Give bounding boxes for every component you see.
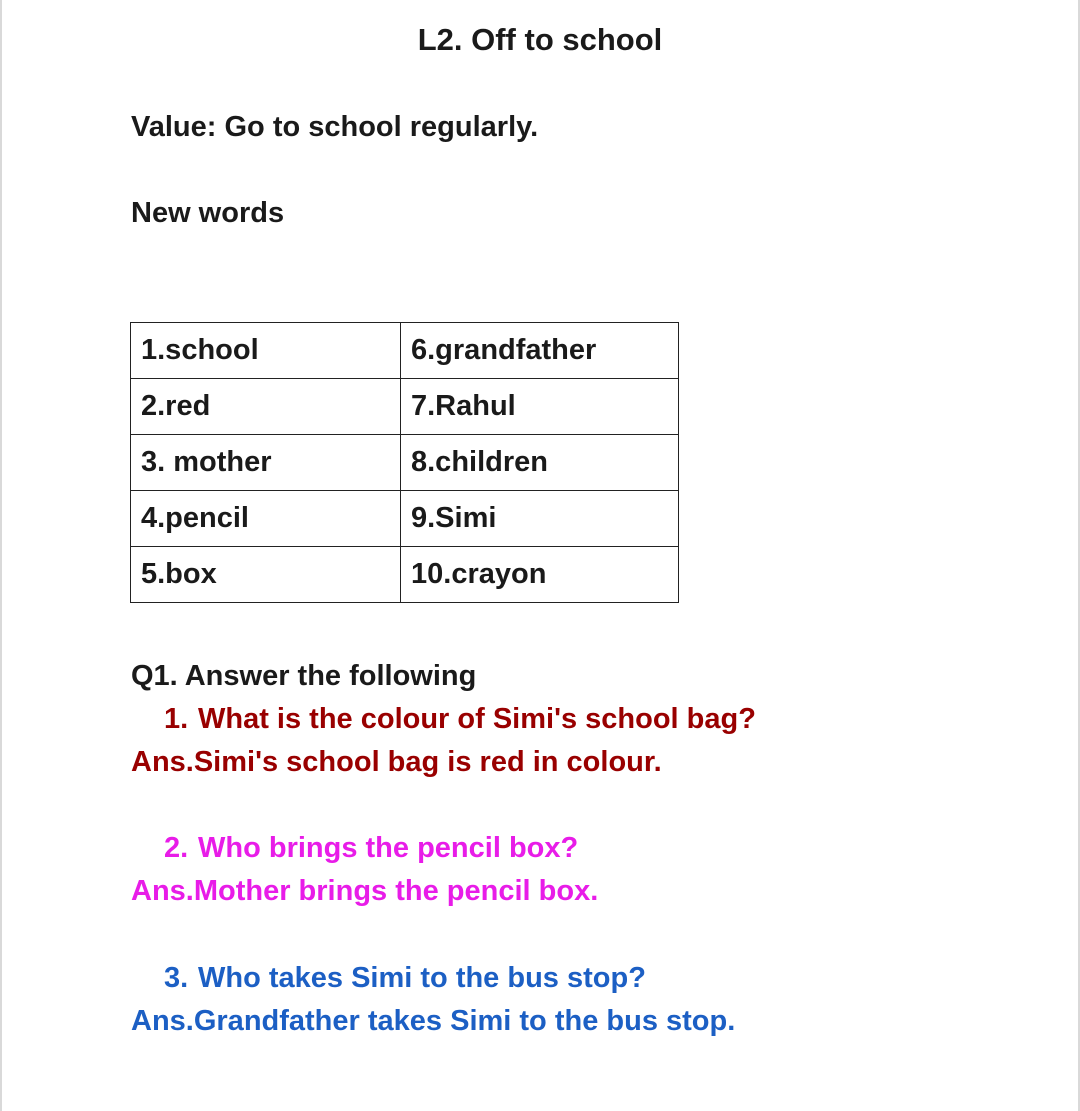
table-cell: 5.box: [131, 547, 401, 603]
page-left-border: [0, 0, 2, 1111]
table-cell: 4.pencil: [131, 491, 401, 547]
question-block-2: [131, 827, 598, 913]
question-text: What is the colour of Simi's school bag?: [198, 703, 756, 735]
table-cell: 8.children: [401, 435, 679, 491]
answer-text: Ans.Simi's school bag is red in colour.: [131, 746, 662, 778]
question-line: [131, 957, 735, 1000]
question-block-1: [131, 698, 756, 784]
answer-text: Ans.Mother brings the pencil box.: [131, 875, 599, 907]
table-cell: 6.grandfather: [401, 323, 679, 379]
table-row: [131, 435, 679, 491]
new-words-table: [130, 322, 679, 603]
table-row: [131, 491, 679, 547]
question-text: Who brings the pencil box?: [198, 832, 579, 864]
value-statement: Value: Go to school regularly.: [131, 111, 539, 143]
question-line: [131, 827, 598, 870]
table-cell: 3. mother: [131, 435, 401, 491]
question-number: 2.: [164, 832, 189, 864]
table-cell: 1.school: [131, 323, 401, 379]
question-text: Who takes Simi to the bus stop?: [198, 962, 646, 994]
table-cell: 2.red: [131, 379, 401, 435]
table-cell: 10.crayon: [401, 547, 679, 603]
table-row: [131, 547, 679, 603]
question-line: [131, 698, 756, 741]
question-number: 3.: [164, 962, 189, 994]
question-number: 1.: [164, 703, 189, 735]
table-cell: 7.Rahul: [401, 379, 679, 435]
document-title: L2. Off to school: [417, 22, 663, 57]
new-words-heading: New words: [131, 197, 285, 229]
questions-heading: Q1. Answer the following: [131, 660, 477, 692]
answer-text: Ans.Grandfather takes Simi to the bus stop.: [131, 1005, 736, 1037]
table-row: [131, 323, 679, 379]
table-cell: 9.Simi: [401, 491, 679, 547]
question-block-3: [131, 957, 735, 1043]
table-row: [131, 379, 679, 435]
